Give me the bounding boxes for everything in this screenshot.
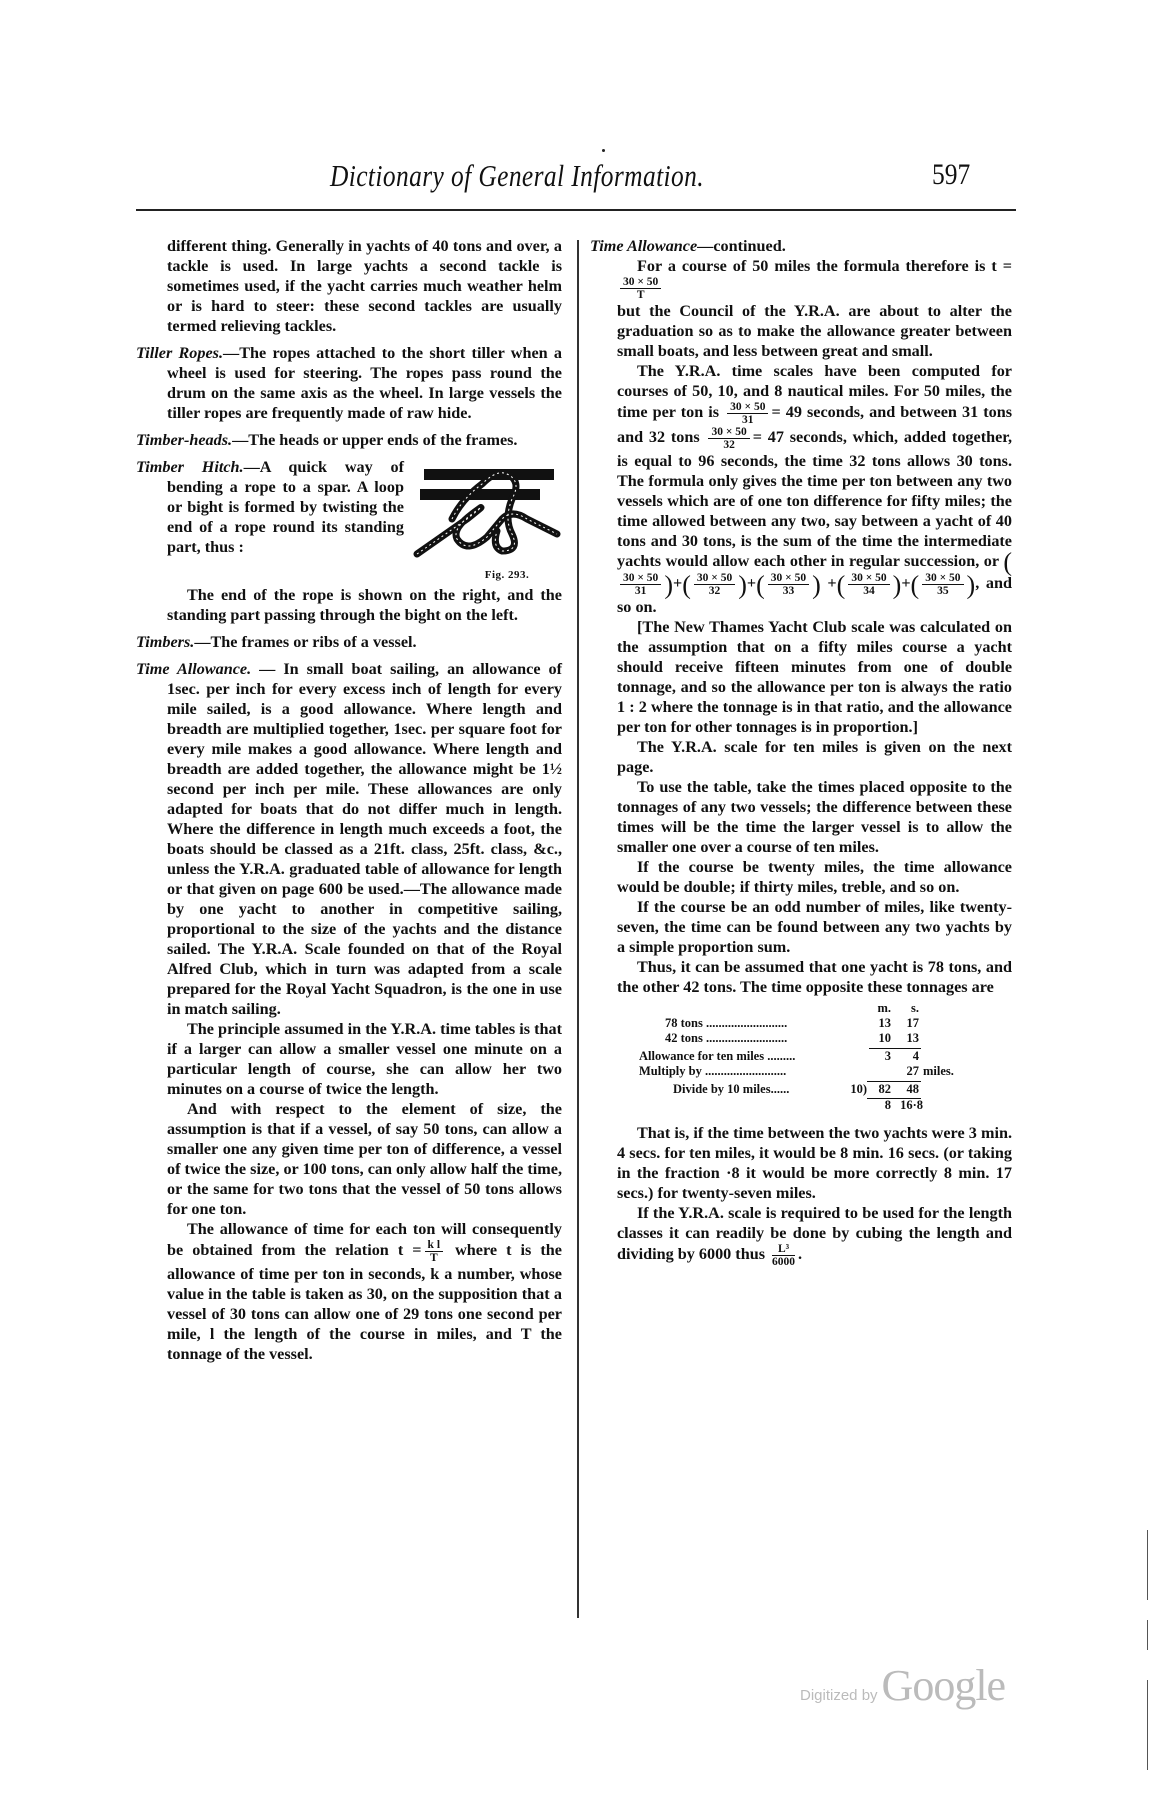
right-column xyxy=(590,236,1013,1269)
text: The Y.R.A. time scales have been computed for courses of 50, 10, and 8 nautical miles. For 50 miles, the time per ton is xyxy=(617,362,1012,422)
fraction xyxy=(694,572,735,597)
fraction xyxy=(620,276,661,301)
text: . xyxy=(798,1245,803,1264)
denominator: 32 xyxy=(708,585,721,598)
numerator: 30 × 50 xyxy=(620,276,661,289)
denominator: 32 xyxy=(723,439,735,451)
denominator: 34 xyxy=(863,585,875,598)
entry-text: —A quick way of bending a rope to a spar. A loop or bight is formed by twisting the end of a rope round its standing part, thus : xyxy=(167,458,404,556)
page-number: 597 xyxy=(932,158,971,191)
fraction xyxy=(848,572,889,597)
series-term: ( $\frac{30 \times 50}{31}$ ) xyxy=(617,552,1012,593)
entry-body: —The ropes attached to the short tiller when a wheel is used for steering. The ropes pass round the drum on the same axis as the wheel. In large vessels the tiller ropes are frequently made of raw hide. xyxy=(167,344,562,422)
plus-sign: + xyxy=(746,574,757,593)
plus-sign: + xyxy=(827,574,837,593)
paragraph: If the course be twenty miles, the time allowance would be double; if thirty miles, treble, and so on. xyxy=(617,858,1012,897)
left-column xyxy=(136,236,562,1364)
headword: Timbers. xyxy=(136,633,195,651)
plus-sign: + xyxy=(901,574,911,593)
column-header-seconds: s. xyxy=(911,1001,919,1016)
denominator: 31 xyxy=(742,414,754,426)
numerator: 30 × 50 xyxy=(848,572,889,585)
series-term: ( $\frac{30 \times 50}{32}$ ) xyxy=(682,569,747,599)
watermark-prefix: Digitized by xyxy=(800,1687,878,1704)
numerator: 30 × 50 xyxy=(620,572,661,585)
text: = 47 seconds, which, added together, is equal to 96 seconds, the time 32 tons allows 30 tons. The formula only gives the time per ton between any two vessels which are of one ton difference for fifty miles; the time allowed between any two, say between a yacht of 40 tons and 30 tons, is the sum of the time the intermediate yachts would allow each other in regular succession, or xyxy=(617,428,1013,570)
denominator: T xyxy=(429,1252,438,1264)
unit: miles. xyxy=(923,1064,954,1079)
print-speck xyxy=(602,149,605,152)
continuation-heading xyxy=(590,236,1012,256)
numerator: 30 × 50 xyxy=(708,426,749,439)
headword: Time Allowance. xyxy=(136,660,252,678)
series-term: ( $\frac{30 \times 50}{34}$ ) xyxy=(836,569,902,599)
cell: 4 xyxy=(912,1049,919,1064)
numerator: L³ xyxy=(772,1243,795,1256)
row-label: Multiply by .......................... xyxy=(639,1064,787,1079)
series-term: ( $\frac{30 \times 50}{33}$ ) xyxy=(756,569,821,599)
header-rule xyxy=(136,209,1016,211)
headword: Time Allowance xyxy=(590,237,698,255)
entry-body: —The heads or upper ends of the frames. xyxy=(232,431,518,449)
paragraph xyxy=(617,1203,1012,1268)
row-label: Allowance for ten miles ......... xyxy=(639,1049,796,1064)
cell: 3 xyxy=(884,1049,891,1064)
paragraph: Thus, it can be assumed that one yacht is 78 tons, and the other 42 tons. The time opposite these tonnages are xyxy=(617,958,1012,997)
numerator: 30 × 50 xyxy=(727,401,768,414)
row-label: 42 tons .......................... xyxy=(665,1031,788,1046)
text: —continued. xyxy=(697,237,786,255)
column-header-minutes: m. xyxy=(877,1001,891,1016)
fraction xyxy=(922,572,963,597)
denominator: 35 xyxy=(937,585,949,598)
entry-body: — In small boat sailing, an allowance of 1sec. per inch for every excess inch of length for every mile sailed, is a good allowance. Where length and breadth are multiplied together, 1sec. per square foot for every mile makes a good allowance. Where length and breadth are added together, the allowance might be 1½ second per inch per mile. These allowances are only adapted for boats that do not differ much in length. Where the difference in length much exceeds a foot, the boats should be classed as a 21ft. class, 25ft. class, &c., unless the Y.R.A. graduated table of allowance for length or that given on page 600 be used.—The allowance made by one yacht to another in competitive sailing, proportional to the size of the yachts and the distance sailed. The Y.R.A. Scale founded on that of the Royal Alfred Club, which in turn was adapted from a scale prepared for the Royal Yacht Squadron, is the one in use in match sailing. xyxy=(167,660,562,1018)
watermark-logo: Google xyxy=(881,1661,1006,1710)
cell: 10 xyxy=(878,1031,891,1046)
calculation-table xyxy=(617,1001,1012,1113)
text: where t is the allowance of time per ton in seconds, k a number, whose value in the table is taken as 30, on the supposition that a vessel of 30 tons can allow one of 29 tons one second per mile, l the length of the course in miles, and T the tonnage of the vessel. xyxy=(167,1241,562,1363)
figure-caption: Fig. 293. xyxy=(484,569,530,581)
row-label: Divide by 10 miles...... xyxy=(673,1082,790,1097)
text: The allowance of time for each ton will consequently be obtained from the relation xyxy=(167,1220,562,1260)
numerator: 30 × 50 xyxy=(694,572,735,585)
entry-time-allowance xyxy=(136,659,562,1019)
paragraph xyxy=(617,256,1012,301)
cell: 13 xyxy=(906,1031,919,1046)
denominator: 31 xyxy=(634,585,647,598)
cell: 8 xyxy=(884,1098,891,1113)
fraction xyxy=(620,572,661,597)
running-title: Dictionary of General Information. xyxy=(330,158,705,193)
headword: Timber Hitch. xyxy=(136,458,244,476)
entry-timber-hitch xyxy=(136,457,562,625)
paragraph: different thing. Generally in yachts of 40 tons and over, a tackle is used. In large yachts a second tackle is sometimes used, if the yacht carries much weather helm or is hard to steer: these second tackles are usually termed relieving tackles. xyxy=(167,237,562,335)
headword: Tiller Ropes. xyxy=(136,344,224,362)
entry-tiller-ropes xyxy=(136,343,562,423)
paragraph: The end of the rope is shown on the right, and the standing part passing through the bight on the left. xyxy=(167,586,562,624)
cell: 48 xyxy=(906,1082,919,1097)
denominator: 6000 xyxy=(772,1256,796,1269)
paragraph: The Y.R.A. scale for ten miles is given on the next page. xyxy=(617,738,1012,777)
page-edge-mark xyxy=(1147,1620,1148,1650)
page-edge-mark xyxy=(1147,1530,1148,1600)
numerator: k l xyxy=(425,1239,443,1252)
cell: 17 xyxy=(906,1016,919,1031)
text: For a course of 50 miles the formula therefore is t = xyxy=(637,257,1012,275)
paragraph: That is, if the time between the two yachts were 3 min. 4 secs. for ten miles, it would be 8 min. 16 secs. (or taking in the fraction ·8 it would be more correctly 8 min. 17 secs.) for twenty-seven miles. xyxy=(617,1124,1012,1203)
paragraph: To use the table, take the times placed opposite to the tonnages of any two vessels; the difference between these times will be the time the larger vessel is to allow the smaller one over a course of ten miles. xyxy=(617,778,1012,857)
fraction xyxy=(772,1243,795,1268)
paragraph: If the course be an odd number of miles, like twenty-seven, the time can be found between any two yachts by a simple proportion sum. xyxy=(617,898,1012,957)
cell: 13 xyxy=(878,1016,891,1031)
cell: 82 xyxy=(878,1082,891,1097)
timber-hitch-illustration xyxy=(412,459,562,563)
denominator: 33 xyxy=(782,585,795,598)
fraction xyxy=(768,572,809,597)
text: = 49 seconds, and between 31 tons and 32 tons xyxy=(617,403,1013,447)
page-edge-mark xyxy=(1147,1680,1148,1770)
text: , and so on. xyxy=(617,574,1012,617)
entry-body: —The frames or ribs of a vessel. xyxy=(194,633,417,651)
paragraph: but the Council of the Y.R.A. are about to alter the graduation so as to make the allowance greater between small boats, and less between great and small. xyxy=(617,302,1012,360)
paragraph: And with respect to the element of size, the assumption is that if a vessel, of say 50 tons, can allow a smaller one any given time per ton of difference, a vessel of twice the size, or 100 tons, can only allow half the time, or the same for two tons that the vessel of 50 tons allows for one ton. xyxy=(167,1100,562,1218)
paragraph xyxy=(167,1219,562,1364)
fraction xyxy=(425,1239,443,1264)
cell: 27 xyxy=(906,1064,919,1079)
fraction xyxy=(727,401,768,426)
headword: Timber-heads. xyxy=(136,431,233,449)
cell: 16·8 xyxy=(900,1098,923,1113)
paragraph xyxy=(617,361,1012,617)
numerator: 30 × 50 xyxy=(768,572,809,585)
denominator: T xyxy=(636,289,645,301)
plus-sign: + xyxy=(672,574,683,593)
digitized-watermark xyxy=(800,1660,1005,1711)
figure-timber-hitch xyxy=(412,459,562,585)
formula-lhs: t = xyxy=(397,1241,422,1260)
entry-timber-heads xyxy=(136,430,562,450)
series-term: ( $\frac{30 \times 50}{35}$ ) xyxy=(910,569,976,599)
fraction xyxy=(708,426,749,451)
column-divider xyxy=(577,240,579,1618)
entry-timbers xyxy=(136,632,562,652)
paragraph: The principle assumed in the Y.R.A. time tables is that if a larger can allow a smaller vessel one minute on a particular length of course, she can allow her two minutes on a course of twice the length. xyxy=(167,1020,562,1098)
paragraph: [The New Thames Yacht Club scale was calculated on the assumption that on a fifty miles course a yacht should receive fifteen minutes from one of double tonnage, and so the allowance per ton is always the ratio 1 : 2 where the tonnage is in that ratio, and the allowance per ton for other tonnages is in proportion.] xyxy=(617,618,1012,737)
numerator: 30 × 50 xyxy=(922,572,963,585)
row-label: 78 tons .......................... xyxy=(665,1016,788,1031)
text: If the Y.R.A. scale is required to be used for the length classes it can readily be done by cubing the length and dividing by 6000 thus xyxy=(617,1204,1012,1264)
divisor: 10) xyxy=(850,1082,867,1097)
